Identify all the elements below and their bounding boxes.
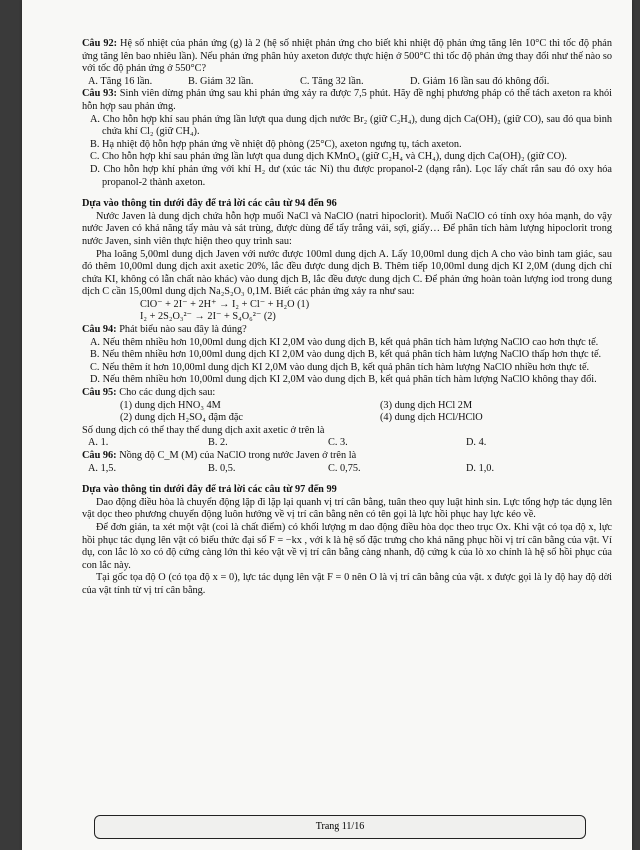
paragraph: Dao động điều hòa là chuyển động lặp đi lặp lại quanh vị trí cân bằng, tuân theo quy luật hình sin. Lực tổng hợp tác dụng lên vật dọc theo phương chuyển động luôn hướng về vị trí cân bằng nên có tên gọi là lực hồi phục hay lực kéo về. <box>82 496 612 521</box>
option-a: A. 1,5. <box>88 462 117 474</box>
question-label: Câu 96: <box>82 450 117 461</box>
list-item: (4) dung dịch HCl/HClO <box>380 412 483 424</box>
section-heading: Dựa vào thông tin dưới đây để trả lời các câu từ 94 đến 96 <box>82 198 337 210</box>
list-item: (1) dung dịch HNO₃ 4M <box>120 399 221 411</box>
question-text: Hệ số nhiệt của phản ứng (g) là 2 (hệ số nhiệt phản ứng cho biết khi nhiệt độ phản ứng tăng lên 10°C thì tốc độ phản ứng tăng lên bao nhiêu lần). Nếu phản ứng phân hủy axeton được thực hiện ở 500°C thì tốc độ phản ứng thay đổi như thế nào so với tốc độ phản ứng ở 550°C? <box>82 38 612 75</box>
question-label: Câu 92: <box>82 38 118 49</box>
option-d: D. Cho hỗn hợp khí phản ứng với khí H₂ dư (xúc tác Ni) thu được propanol-2 (dạng rắn). Lọc lấy chất rắn sau đó oxy hóa propanol-2 thành axeton. <box>90 163 612 188</box>
option-d: D. Nếu thêm nhiều hơn 10,00ml dung dịch KI 2,0M vào dung dịch B, kết quả phân tích hàm lượng NaClO không thay đổi. <box>90 374 597 386</box>
document-page <box>22 0 632 850</box>
option-c: C. 3. <box>328 437 348 449</box>
option-a: A. Nếu thêm nhiều hơn 10,00ml dung dịch KI 2,0M vào dung dịch B, kết quả phân tích hàm lượng NaClO cao hơn thực tế. <box>90 336 599 348</box>
question-label: Câu 95: <box>82 387 117 399</box>
question-text: Nồng độ C_M (M) của NaClO trong nước Javen ở trên là <box>116 450 357 461</box>
option-c: C. Nếu thêm ít hơn 10,00ml dung dịch KI 2,0M vào dung dịch B, kết quả phân tích hàm lượng NaClO nhiều hơn thực tế. <box>90 361 590 373</box>
option-b: B. 0,5. <box>208 462 236 474</box>
answer-options <box>82 437 612 450</box>
question-93 <box>82 88 612 113</box>
paragraph: Nước Javen là dung dịch chứa hỗn hợp muối NaCl và NaClO (natri hipoclorit). Muối NaClO có tính oxy hóa mạnh, do vậy nước Javen có khả năng tẩy màu và sát trùng, được dùng để tẩy trắng vải, sợi, giấy… Để phân tích hàm lượng hipoclorit trong nước Javen, sinh viên thực hiện theo quy trình sau: <box>82 210 612 247</box>
option-b: B. Giảm 32 lần. <box>188 75 254 87</box>
page-footer-box <box>94 815 586 839</box>
option-d: D. 1,0. <box>466 462 495 474</box>
equation-2: I₂ + 2S₂O₃²⁻ → 2I⁻ + S₄O₆²⁻ (2) <box>140 311 276 323</box>
page-content <box>82 38 612 598</box>
option-a: A. Tăng 16 lần. <box>88 75 153 87</box>
answer-options <box>82 463 612 476</box>
question-95 <box>82 387 612 400</box>
question-96 <box>82 450 612 463</box>
option-c: C. Tăng 32 lần. <box>300 75 364 87</box>
option-b: B. 2. <box>208 437 228 449</box>
option-a: A. Cho hỗn hợp khí sau phản ứng lần lượt qua dung dịch nước Br₂ (giữ C₂H₄), dung dịch Ca(OH)₂ (giữ CO), sau đó qua bình chứa khí Cl₂ (giữ CH₄). <box>90 113 612 138</box>
page-number: Trang 11/16 <box>315 821 365 832</box>
option-c: C. 0,75. <box>328 462 361 474</box>
paragraph: Để đơn giản, ta xét một vật (coi là chất điểm) có khối lượng m dao động điều hòa dọc theo trục Ox. Khi vật có tọa độ x, lực hồi phục tác dụng lên vật có biểu thức đại số F = −kx , với k là hệ số đặc trưng cho khả năng phục hồi vị trí cân bằng của vật. Ví dụ, con lắc lò xo có độ cứng càng lớn thì kéo vật về vị trí cân bằng càng nhanh, độ cứng k của lò xo chính là hệ số hồi phục của con lắc này. <box>82 521 612 571</box>
solution-list <box>82 400 612 425</box>
question-label: Câu 94: <box>82 324 117 336</box>
question-text: Sinh viên dừng phản ứng sau khi phản ứng xảy ra được 7,5 phút. Hãy đề nghị phương pháp có thể tách axeton ra khỏi hỗn hợp sau phản ứng. <box>82 88 612 112</box>
option-d: D. 4. <box>466 437 487 449</box>
option-b: B. Hạ nhiệt độ hỗn hợp phản ứng về nhiệt độ phòng (25°C), axeton ngưng tụ, tách axeton. <box>90 138 462 150</box>
list-item: (3) dung dịch HCl 2M <box>380 399 473 411</box>
question-92 <box>82 38 612 76</box>
question-94 <box>82 324 612 337</box>
question-stem: Số dung dịch có thể thay thế dung dịch axit axetic ở trên là <box>82 424 325 436</box>
paragraph: Pha loãng 5,00ml dung dịch Javen với nước được 100ml dung dịch A. Lấy 10,00ml dung dịch A cho vào bình tam giác, sau đó thêm 10,00ml dung dịch axit axetic 20%, lắc đều được dung dịch B. Thêm tiếp 10,00ml dung dịch KI 2,0M (dung dịch chỉ chứa KI, không có lẫn chất nào khác) vào dung dịch B, lắc đều được dung dịch C. Để phản ứng hoàn toàn lượng iod trong dung dịch C cần 15,00ml dung dịch Na₂S₂O₃ 0,1M. Biết các phản ứng xảy ra như sau: <box>82 248 612 298</box>
option-a: A. 1. <box>88 437 109 449</box>
paragraph: Tại gốc tọa độ O (có tọa độ x = 0), lực tác dụng lên vật F = 0 nên O là vị trí cân bằng của vật. x được gọi là ly độ hay độ dời của vật tính từ vị trí cân bằng. <box>82 572 612 596</box>
section-heading: Dựa vào thông tin dưới đây để trả lời các câu từ 97 đến 99 <box>82 484 337 496</box>
option-d: D. Giảm 16 lần sau đó không đổi. <box>410 75 550 87</box>
equation-1: ClO⁻ + 2I⁻ + 2H⁺ → I₂ + Cl⁻ + H₂O (1) <box>140 298 310 310</box>
option-b: B. Nếu thêm nhiều hơn 10,00ml dung dịch KI 2,0M vào dung dịch B, kết quả phân tích hàm lượng NaClO thấp hơn thực tế. <box>90 349 602 361</box>
question-text: Phát biểu nào sau đây là đúng? <box>116 324 247 336</box>
question-label: Câu 93: <box>82 88 117 100</box>
answer-options <box>82 76 612 89</box>
list-item: (2) dung dịch H₂SO₄ đậm đặc <box>120 412 243 424</box>
question-text: Cho các dung dịch sau: <box>116 387 216 399</box>
option-c: C. Cho hỗn hợp khí sau phản ứng lần lượt qua dung dịch KMnO₄ (giữ C₂H₄ và CH₄), dung dịch Ca(OH)₂ (giữ CO). <box>90 151 568 163</box>
